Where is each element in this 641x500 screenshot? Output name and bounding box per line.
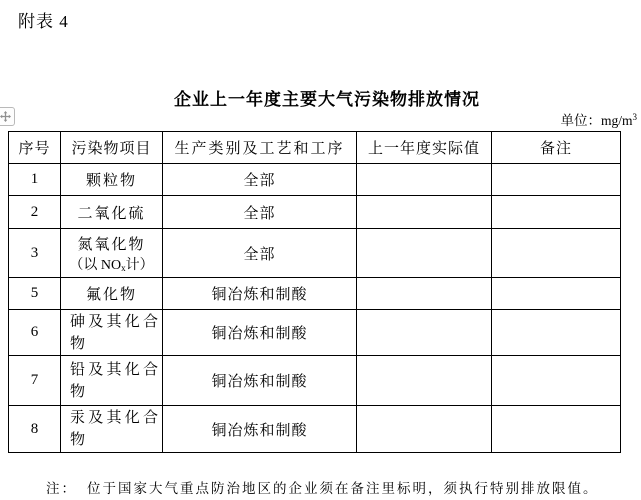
- unit-superscript: 3: [632, 112, 637, 122]
- process-cell: 铜冶炼和制酸: [163, 406, 357, 453]
- remark-cell[interactable]: [492, 278, 621, 310]
- row-number-cell: 3: [9, 229, 61, 278]
- process-cell: 铜冶炼和制酸: [163, 310, 357, 356]
- process-cell: 铜冶炼和制酸: [163, 356, 357, 406]
- process-cell: 铜冶炼和制酸: [163, 278, 357, 310]
- page-title: 企业上一年度主要大气污染物排放情况: [174, 90, 480, 109]
- remark-cell[interactable]: [492, 310, 621, 356]
- pollutant-cell: [61, 406, 163, 453]
- pollutant-cell: [61, 229, 163, 278]
- row-number-cell: 7: [9, 356, 61, 406]
- table-row: [9, 164, 621, 196]
- header-pollutant: 污染物项目: [61, 132, 163, 164]
- table-row: [9, 196, 621, 229]
- nox-subscript: x: [121, 262, 126, 273]
- actual-value-cell[interactable]: [357, 196, 492, 229]
- table-row: [9, 406, 621, 453]
- emissions-table: [8, 131, 621, 453]
- row-number-cell: 6: [9, 310, 61, 356]
- pollutant-cell: [61, 310, 163, 356]
- pollutant-cell: 二氧化硫: [61, 196, 163, 229]
- remark-cell[interactable]: [492, 406, 621, 453]
- move-arrows-icon: [0, 111, 11, 122]
- pollutant-name: 砷及其化合物: [70, 313, 158, 352]
- table-row: [9, 278, 621, 310]
- actual-value-cell[interactable]: [357, 278, 492, 310]
- table-row: [9, 229, 621, 278]
- unit-label: [560, 109, 637, 129]
- header-remark: 备注: [492, 132, 621, 164]
- actual-value-cell[interactable]: [357, 164, 492, 196]
- footnote: [46, 477, 599, 497]
- row-number-cell: 8: [9, 406, 61, 453]
- process-cell: 全部: [163, 229, 357, 278]
- note-post: 计）: [125, 257, 154, 273]
- pollutant-cell: [61, 356, 163, 406]
- pollutant-basis-note: [61, 254, 162, 274]
- remark-cell[interactable]: [492, 164, 621, 196]
- unit-text: 单位：mg/m: [560, 113, 633, 128]
- pollutant-name: 铅及其化合物: [70, 361, 158, 400]
- table-row: [9, 356, 621, 406]
- process-cell: 全部: [163, 196, 357, 229]
- actual-value-cell[interactable]: [357, 310, 492, 356]
- pollutant-name: 氮氧化物: [77, 236, 146, 253]
- remark-cell[interactable]: [492, 196, 621, 229]
- header-process: 生产类别及工艺和工序: [163, 132, 357, 164]
- actual-value-cell[interactable]: [357, 229, 492, 278]
- actual-value-cell[interactable]: [357, 356, 492, 406]
- note-pre: （以 NO: [69, 257, 122, 273]
- header-no: 序号: [9, 132, 61, 164]
- remark-cell[interactable]: [492, 356, 621, 406]
- footnote-text: 位于国家大气重点防治地区的企业须在备注里标明，须执行特别排放限值。: [87, 481, 599, 496]
- header-row: [9, 132, 621, 164]
- table-move-handle-icon[interactable]: [0, 107, 15, 126]
- row-number-cell: 5: [9, 278, 61, 310]
- header-actual-value: 上一年度实际值: [357, 132, 492, 164]
- table-row: [9, 310, 621, 356]
- process-cell: 全部: [163, 164, 357, 196]
- remark-cell[interactable]: [492, 229, 621, 278]
- attachment-table-label: 附表 4: [18, 12, 69, 31]
- footnote-label: 注：: [46, 481, 77, 496]
- row-number-cell: 1: [9, 164, 61, 196]
- row-number-cell: 2: [9, 196, 61, 229]
- pollutant-cell: 氟化物: [61, 278, 163, 310]
- pollutant-cell: 颗粒物: [61, 164, 163, 196]
- pollutant-name: 汞及其化合物: [70, 410, 158, 448]
- actual-value-cell[interactable]: [357, 406, 492, 453]
